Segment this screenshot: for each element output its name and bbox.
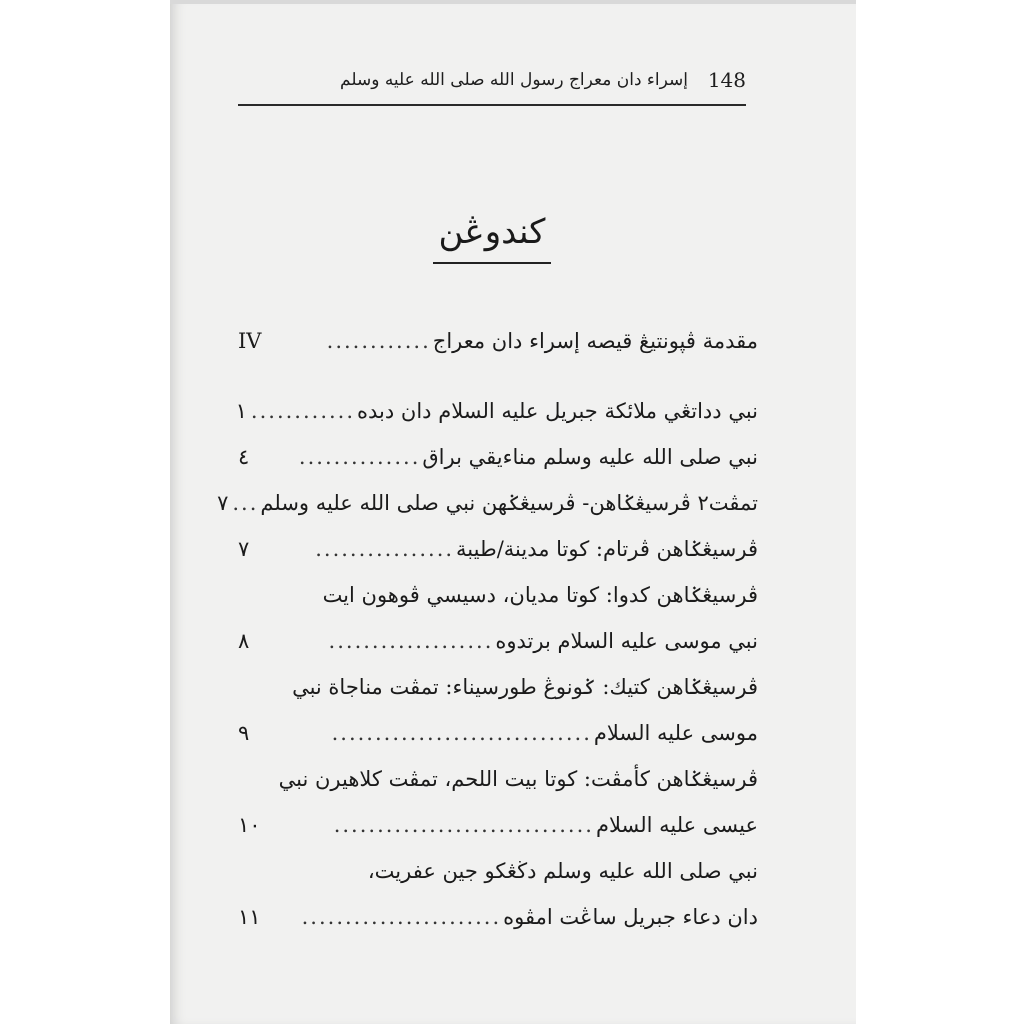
toc-entry xyxy=(238,318,758,364)
contents-heading-text: كندوڠن xyxy=(433,212,552,264)
toc-page-number: IV xyxy=(238,329,262,353)
toc-page-number: ٧ xyxy=(238,537,250,561)
toc-entry xyxy=(238,434,758,480)
toc-page-number: ٨ xyxy=(238,629,250,653)
toc-entry-title: تمڤت٢ ڤرسيڠݢاهن- ڤرسيڠݢهن نبي صلى الله عليه وسلم xyxy=(260,491,758,515)
toc-leader-dots: .............. xyxy=(298,445,421,469)
toc-entry xyxy=(238,894,758,940)
toc-entry-title: مقدمة ڤڽونتيڠ قيصه إسراء دان معراج xyxy=(432,329,758,353)
toc-entry-title: نبي صلى الله عليه وسلم دڬڠكو جين عفريت، xyxy=(367,859,758,883)
toc-page-number: ٧ xyxy=(217,491,229,515)
toc-entry-title: نبي صلى الله عليه وسلم مناءيقي براق xyxy=(422,445,758,469)
toc-leader-dots: .............................. xyxy=(333,813,594,837)
toc-entry xyxy=(238,526,758,572)
toc-page-number: ١٠ xyxy=(238,813,261,837)
contents-heading xyxy=(238,212,746,264)
toc-page-number: ١١ xyxy=(238,905,261,929)
toc-entry-title: دان دعاء جبريل ساڠت امڤوه xyxy=(503,905,758,929)
toc-leader-dots: ................ xyxy=(315,537,455,561)
toc-leader-dots: .............................. xyxy=(331,721,592,745)
toc-entry xyxy=(238,664,758,710)
toc-entry-title: موسى عليه السلام xyxy=(593,721,758,745)
toc-leader-dots: ................... xyxy=(328,629,494,653)
toc-leader-dots: ............ xyxy=(326,329,431,353)
toc-entry-title: ڤرسيڠݢاهن ڤرتام: كوتا مدينة/طيبة xyxy=(456,537,758,561)
toc-leader-dots: ... xyxy=(232,491,259,515)
page-header xyxy=(238,66,746,104)
toc-entry-title: عيسى عليه السلام xyxy=(595,813,758,837)
toc-page-number: ٤ xyxy=(238,445,250,469)
toc-entry-title: ڤرسيڠݢاهن كدوا: كوتا مديان، دسيسي ڤوهون ايت xyxy=(322,583,758,607)
toc-entry-title: ڤرسيڠݢاهن كتيك: ݢونوڠ طورسيناء: تمڤت مناجاة نبي xyxy=(292,675,758,699)
toc-entry xyxy=(235,388,758,434)
toc-leader-dots: ............ xyxy=(250,399,356,423)
toc-entry xyxy=(238,848,758,894)
toc-leader-dots: ....................... xyxy=(301,905,502,929)
toc-entry xyxy=(238,710,758,756)
header-rule xyxy=(238,104,746,106)
toc-entry xyxy=(238,572,758,618)
page-number: 148 xyxy=(707,68,746,92)
table-of-contents xyxy=(217,318,758,940)
toc-page-number: ١ xyxy=(235,399,247,423)
toc-entry xyxy=(217,480,758,526)
toc-entry xyxy=(238,802,758,848)
toc-entry-title: نبي دداتڠي ملائكة جبريل عليه السلام دان دبده xyxy=(357,399,758,423)
toc-entry xyxy=(238,618,758,664)
toc-entry-title: ڤرسيڠݢاهن كأمڤت: كوتا بيت اللحم، تمڤت كلاهيرن نبي xyxy=(278,767,758,791)
toc-entry-title: نبي موسى عليه السلام برتدوه xyxy=(495,629,758,653)
running-title: إسراء دان معراج رسول الله صلى الله عليه وسلم xyxy=(340,70,688,90)
toc-entry xyxy=(238,756,758,802)
page-top-edge xyxy=(170,0,856,4)
toc-page-number: ٩ xyxy=(238,721,250,745)
